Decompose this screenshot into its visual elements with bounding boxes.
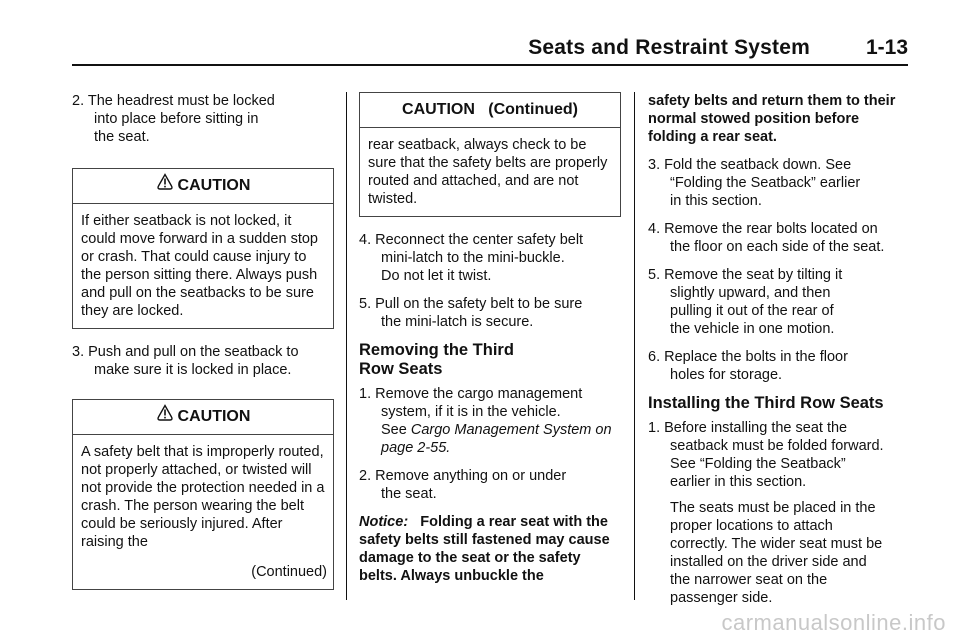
step-4-remove-bolts: 4. Remove the rear bolts located on the floor on each side of the seat. [648, 221, 885, 255]
caution-body: rear seatback, always check to be sure that the safety belts are properly routed and attached, and are not twisted. [368, 137, 608, 207]
heading-installing-third-row: Installing the Third Row Seats [648, 394, 884, 412]
page-header [72, 36, 908, 66]
notice-label: Notice: [359, 514, 409, 530]
caution-title: CAUTION (Continued) [402, 101, 578, 118]
remove-step-1 [359, 385, 621, 457]
caution-body: A safety belt that is improperly routed, not properly attached, or twisted will not provide the protection needed in a crash. The person wearing the belt could be seriously injured. After raising the [81, 444, 325, 550]
step-5-pull: 5. Pull on the safety belt to be sure the mini-latch is secure. [359, 296, 583, 330]
column-1 [72, 92, 334, 604]
caution-title: CAUTION [177, 408, 251, 425]
caution-title: CAUTION [177, 177, 251, 194]
column-divider-2 [634, 92, 635, 600]
notice-continuation: safety belts and return them to their normal stowed position before folding a rear seat. [648, 93, 896, 145]
heading-removing-third-row: Removing the Third Row Seats [359, 341, 514, 378]
install-step-1: 1. Before installing the seat the seatback must be folded forward. See “Folding the Seatback” earlier in this section. [648, 420, 884, 490]
column-divider-1 [346, 92, 347, 600]
step-5-remove-seat: 5. Remove the seat by tilting it slightly upward, and then pulling it out of the rear of the vehicle in one motion. [648, 267, 843, 337]
remove-step-2: 2. Remove anything on or under the seat. [359, 468, 567, 502]
step-6-replace-bolts: 6. Replace the bolts in the floor holes for storage. [648, 349, 848, 383]
notice-text: Folding a rear seat with the safety belts still fastened may cause damage to the seat or the safety belts. Always unbuckle the [359, 514, 610, 584]
step-4-reconnect: 4. Reconnect the center safety belt mini-latch to the mini-buckle. Do not let it twist. [359, 232, 584, 284]
step-3-push-pull: 3. Push and pull on the seatback to make sure it is locked in place. [72, 344, 299, 378]
warning-icon [156, 170, 174, 188]
watermark-text: carmanualsonline.info [721, 610, 946, 635]
warning-icon [156, 401, 174, 419]
step-3-fold: 3. Fold the seatback down. See “Folding the Seatback” earlier in this section. [648, 157, 861, 209]
caution-header [360, 93, 620, 128]
caution-box-seatback [72, 168, 334, 329]
remove-step-1-text: 1. Remove the cargo management system, if it is in the vehicle. See [359, 386, 583, 438]
cross-reference-link[interactable]: Cargo Management System on page 2-55. [381, 422, 612, 456]
caution-box-continued [359, 92, 621, 217]
caution-header [73, 169, 333, 204]
notice-paragraph [359, 513, 621, 585]
section-title: Seats and Restraint System [528, 36, 810, 59]
column-3 [648, 92, 910, 607]
continued-label: (Continued) [251, 564, 327, 580]
caution-header [73, 400, 333, 435]
step-2-headrest: 2. The headrest must be locked into place before sitting in the seat. [72, 93, 275, 145]
install-note-paragraph: The seats must be placed in the proper locations to attach correctly. The wider seat must be installed on the driver side and the narrower seat on the passenger side. [670, 500, 883, 606]
caution-body: If either seatback is not locked, it could move forward in a sudden stop or crash. That could cause injury to the person sitting there. Always push and pull on the seatbacks to be sure they are locked. [81, 213, 318, 319]
column-2 [359, 92, 621, 585]
caution-box-safety-belt [72, 399, 334, 590]
page-number: 1-13 [865, 36, 908, 59]
